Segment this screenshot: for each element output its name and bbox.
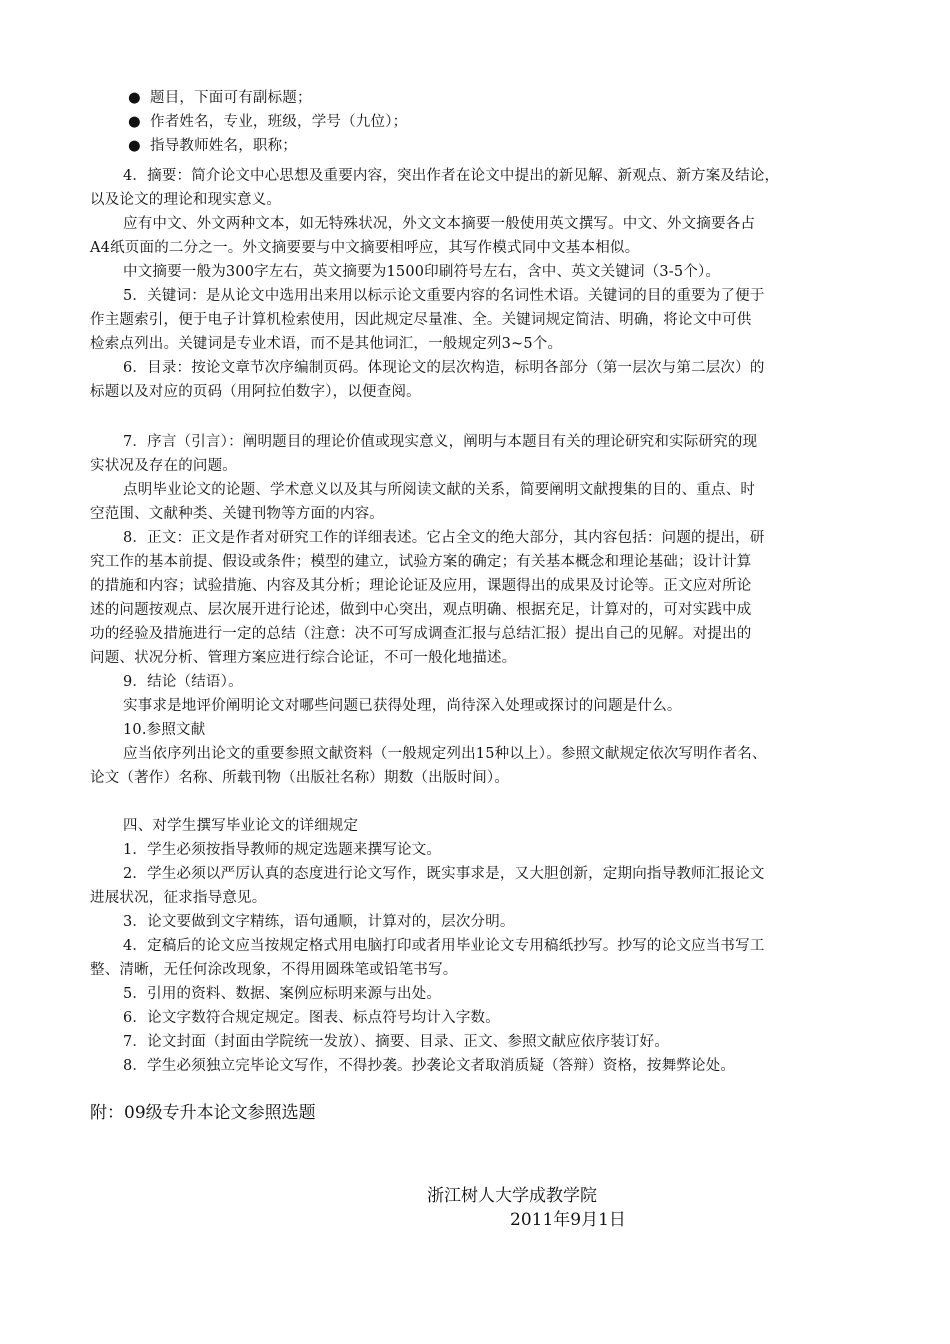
bullet-dot-icon: ● [128,138,141,154]
text-line: 8．学生必须独立完毕论文写作，不得抄袭。抄袭论文者取消质疑（答辩）资格，按舞弊论处。 [123,1058,736,1074]
text-line: 四、对学生撰写毕业论文的详细规定 [123,818,359,834]
bullet-item [90,86,865,110]
text-line: 8．正文：正文是作者对研究工作的详细表述。它占全文的绝大部分，其内容包括：问题的提出，研 [123,530,765,546]
text-line: 作主题索引，便于电子计算机检索使用，因此规定尽量准、全。关键词规定简洁、明确，将论文中可供 [90,312,752,328]
appendix-title: 附：09级专升本论文参照选题 [90,1103,316,1123]
text-line: 以及论文的理论和现实意义。 [90,192,282,208]
intro-body-conclusion-section [90,430,865,790]
bullet-dot-icon: ● [128,90,141,106]
abstract-keywords-toc-section [90,164,865,404]
student-rules-section [90,814,865,1078]
text-line: 论文（著作）名称、所载刊物（出版社名称）期数（出版时间）。 [90,770,510,786]
text-line: 整、清晰，无任何涂改现象，不得用圆珠笔或铅笔书写。 [90,962,458,978]
text-line: 功的经验及措施进行一定的总结（注意：决不可写成调查汇报与总结汇报）提出自己的见解。对提出的 [90,626,752,642]
text-line: 9．结论（结语）。 [123,674,243,690]
text-line: 问题、状况分析、管理方案应进行综合论证，不可一般化地描述。 [90,650,517,666]
text-line: 5．引用的资料、数据、案例应标明来源与出处。 [123,986,442,1002]
bullet-item [90,110,865,134]
text-line: 5．关键词：是从论文中选用出来用以标示论文重要内容的名词性术语。关键词的目的重要为了便于 [123,288,765,304]
text-line: 4．摘要：简介论文中心思想及重要内容，突出作者在论文中提出的新见解、新观点、新方案及结论， [123,168,780,184]
requirements-bullet-list [90,86,865,158]
text-line: 7．序言（引言）：阐明题目的理论价值或现实意义，阐明与本题目有关的理论研究和实际研究的现 [123,434,758,450]
text-line: 实事求是地评价阐明论文对哪些问题已获得处理，尚待深入处理或探讨的问题是什么。 [123,698,682,714]
text-line: A4纸页面的二分之一。外文摘要要与中文摘要相呼应，其写作模式同中文基本相似。 [90,240,640,256]
text-line: 4．定稿后的论文应当按规定格式用电脑打印或者用毕业论文专用稿纸抄写。抄写的论文应当书写工 [123,938,765,954]
text-line: 7．论文封面（封面由学院统一发放）、摘要、目录、正文、参照文献应依序装订好。 [123,1034,670,1050]
text-line: 3．论文要做到文字精练，语句通顺，计算对的，层次分明。 [123,914,515,930]
text-line: 6．目录：按论文章节次序编制页码。体现论文的层次构造，标明各部分（第一层次与第二层次）的 [123,360,765,376]
text-line: 点明毕业论文的论题、学术意义以及其与所阅读文献的关系，简要阐明文献搜集的目的、重点、时 [123,482,756,498]
bullet-text: 题目，下面可有副标题； [150,90,312,106]
text-line: 究工作的基本前提、假设或条件；模型的建立，试验方案的确定；有关基本概念和理论基础；设计计算 [90,554,752,570]
text-line: 标题以及对应的页码（用阿拉伯数字），以便查阅。 [90,384,421,400]
signature-organization: 浙江树人大学成教学院 [427,1186,597,1206]
bullet-text: 指导教师姓名，职称； [150,138,297,154]
text-line: 1．学生必须按指导教师的规定选题来撰写论文。 [123,842,442,858]
text-line: 实状况及存在的问题。 [90,458,237,474]
text-line: 中文摘要一般为300字左右，英文摘要为1500印刷符号左右，含中、英文关键词（3-5个）。 [123,264,721,280]
bullet-dot-icon: ● [128,114,141,130]
text-line: 进展状况，征求指导意见。 [90,890,267,906]
text-line: 2．学生必须以严厉认真的态度进行论文写作，既实事求是，又大胆创新，定期向指导教师汇报论文 [123,866,765,882]
text-line: 空范围、文献种类、关键刊物等方面的内容。 [90,506,384,522]
bullet-text: 作者姓名，专业，班级，学号（九位）； [150,114,408,130]
text-line: 的措施和内容；试验措施、内容及其分析；理论论证及应用，课题得出的成果及讨论等。正文应对所论 [90,578,752,594]
text-line: 6．论文字数符合规定规定。图表、标点符号均计入字数。 [123,1010,500,1026]
text-line: 应当依序列出论文的重要参照文献资料（一般规定列出15种以上）。参照文献规定依次写明作者名、 [123,746,767,762]
signature-date: 2011年9月1日 [510,1210,626,1230]
text-line: 检索点列出。关键词是专业术语，而不是其他词汇，一般规定列3~5个。 [90,336,563,352]
text-line: 述的问题按观点、层次展开进行论述，做到中心突出，观点明确、根据充足，计算对的，可对实践中成 [90,602,752,618]
bullet-item [90,134,865,158]
text-line: 10.参照文献 [123,722,206,738]
text-line: 应有中文、外文两种文本，如无特殊状况，外文文本摘要一般使用英文撰写。中文、外文摘要各占 [123,216,756,232]
